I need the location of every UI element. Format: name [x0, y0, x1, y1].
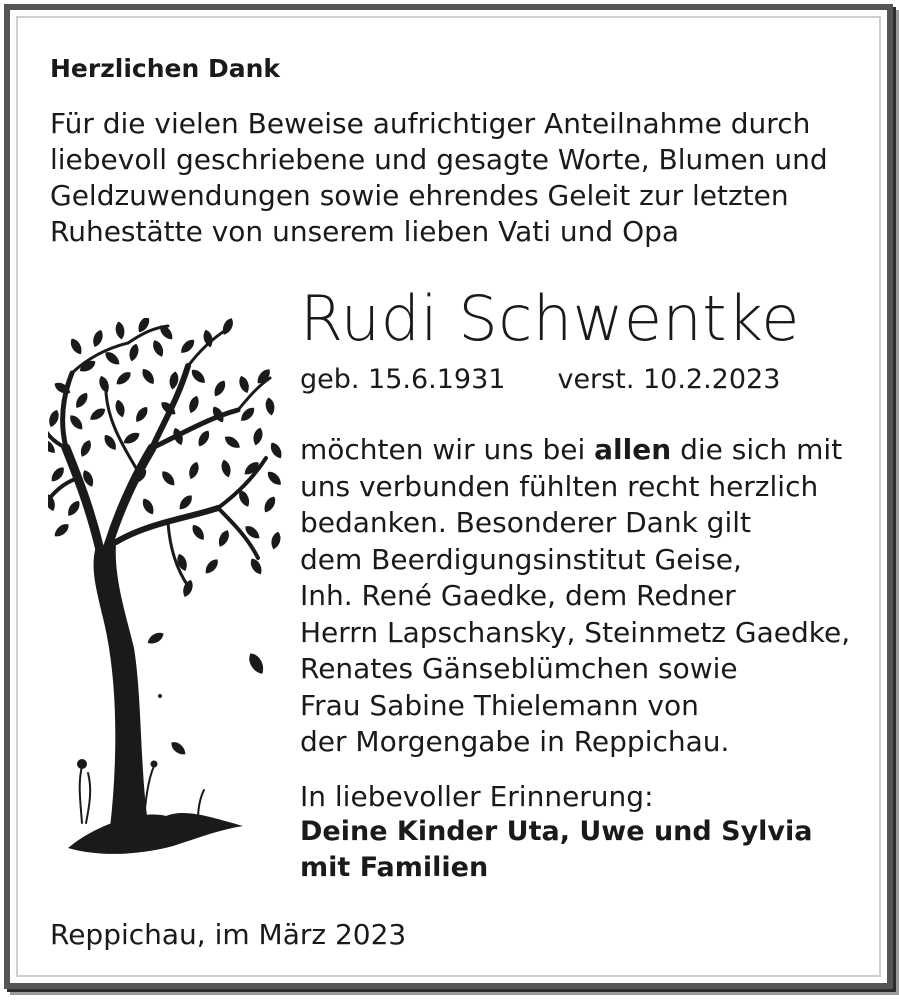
signature-line: mit Familien: [300, 852, 489, 883]
remembrance-line: In liebevoller Erinnerung:: [300, 780, 654, 813]
intro-text: [50, 106, 828, 250]
thanks-line: Renates Gänseblümchen sowie: [300, 652, 738, 685]
thanks-line: uns verbunden fühlten recht herzlich: [300, 469, 819, 503]
intro-line: Ruhestätte von unserem lieben Vati und Opa: [50, 215, 680, 248]
place-date: Reppichau, im März 2023: [50, 918, 407, 951]
thanks-text: [300, 432, 850, 761]
thanks-line: der Morgengabe in Reppichau.: [300, 725, 730, 758]
deceased-name: Rudi Schwentke: [300, 282, 800, 355]
intro-line: Geldzuwendungen sowie ehrendes Geleit zur letzten: [50, 179, 789, 212]
thanks-line-start: möchten wir uns bei: [300, 433, 595, 466]
thanks-line: bedanken. Besonderer Dank gilt: [300, 506, 751, 539]
tree-silhouette-icon: [48, 318, 288, 863]
signature-line: Deine Kinder Uta, Uwe und Sylvia: [300, 816, 813, 847]
signature: [300, 814, 813, 886]
birth-date: geb. 15.6.1931: [300, 364, 506, 395]
thanks-line: Herrn Lapschansky, Steinmetz Gaedke,: [300, 615, 851, 649]
intro-line: liebevoll geschriebene und gesagte Worte, Blumen und: [50, 143, 828, 176]
life-dates: [300, 364, 780, 396]
thanks-line: Frau Sabine Thielemann von: [300, 688, 699, 722]
death-date: verst. 10.2.2023: [557, 364, 781, 395]
intro-line: Für die vielen Beweise aufrichtiger Anteilnahme durch: [50, 107, 811, 140]
thanks-line-end: die sich mit: [671, 433, 843, 466]
thanks-line: Inh. René Gaedke, dem Redner: [300, 579, 736, 612]
thanks-line: dem Beerdigungsinstitut Geise,: [300, 542, 742, 576]
emphasis-allen: allen: [594, 433, 672, 466]
thanks-line: [300, 432, 850, 469]
notice-heading: Herzlichen Dank: [50, 54, 281, 83]
